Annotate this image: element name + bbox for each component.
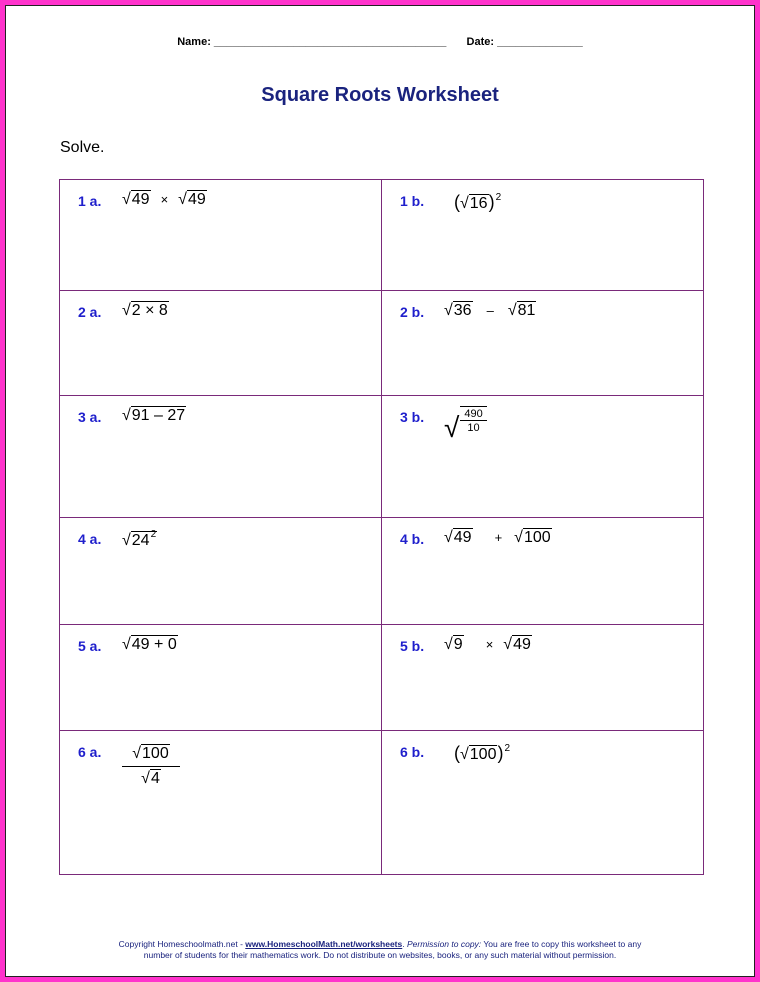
problem-6b[interactable]	[382, 731, 703, 874]
problem-3a[interactable]	[60, 396, 382, 518]
page-title: Square Roots Worksheet	[261, 84, 499, 106]
copyright-footer	[0, 939, 760, 961]
problem-label: 2 b.	[400, 304, 425, 320]
radical-sign: √	[141, 770, 150, 787]
name-date-line	[0, 36, 760, 48]
radical-sign: √	[444, 412, 460, 443]
radical-sign: √	[444, 529, 453, 546]
problem-label: 1 b.	[400, 193, 425, 209]
problem-grid	[59, 179, 704, 875]
radical-sign: √	[122, 636, 131, 653]
problem-label: 5 b.	[400, 638, 425, 654]
radical-sign: √	[122, 191, 131, 208]
instruction: Solve.	[60, 139, 105, 156]
radical-sign: √	[460, 195, 469, 212]
footer-line-2: number of students for their mathematics work. Do not distribute on websites, books, or any such material without permission.	[143, 950, 617, 960]
problem-expression: √9 × √49	[444, 636, 531, 653]
problem-5b[interactable]	[382, 625, 703, 731]
radical-sign: √	[503, 636, 513, 653]
radical-sign: √	[178, 191, 187, 208]
fraction: $\frac{490}{10}$	[460, 406, 486, 435]
problem-expression: $(√100)^2$	[454, 743, 511, 763]
problem-expression: √49 + 0	[122, 636, 177, 653]
problem-expression: √91 – 27	[122, 407, 186, 424]
radical-sign: √	[444, 302, 453, 319]
problem-label: 1 a.	[78, 193, 102, 209]
problem-label: 4 a.	[78, 531, 102, 547]
problem-1b[interactable]	[382, 180, 703, 291]
problem-label: 6 b.	[400, 744, 425, 760]
radical-sign: √	[122, 532, 131, 549]
problem-expression: √49 + √100	[444, 529, 551, 546]
problem-label: 2 a.	[78, 304, 102, 320]
website-link[interactable]: www.HomeschoolMath.net/worksheets	[245, 939, 403, 949]
problem-expression: √49 × √49	[122, 191, 206, 208]
problem-4b[interactable]	[382, 518, 703, 625]
name-label: Name:	[177, 36, 211, 48]
problem-1a[interactable]	[60, 180, 382, 291]
problem-label: 6 a.	[78, 744, 102, 760]
radical-sign: √	[122, 302, 131, 319]
radical-sign: √	[132, 745, 142, 762]
problem-2a[interactable]	[60, 291, 382, 396]
problem-label: 3 a.	[78, 409, 102, 425]
problem-expression: √2 × 8	[122, 302, 168, 319]
problem-label: 5 a.	[78, 638, 102, 654]
problem-4a[interactable]	[60, 518, 382, 625]
problem-expression: $√24^2$	[122, 529, 157, 549]
problem-6a[interactable]	[60, 731, 382, 874]
date-label: Date:	[466, 36, 495, 48]
problem-expression	[444, 406, 487, 444]
problem-label: 4 b.	[400, 531, 425, 547]
radical-sign: √	[122, 407, 131, 424]
radical-sign: √	[507, 302, 517, 319]
fraction: √100 √4	[122, 745, 180, 788]
radical-sign: √	[460, 746, 469, 763]
problem-5a[interactable]	[60, 625, 382, 731]
radical-sign: √	[444, 636, 453, 653]
problem-label: 3 b.	[400, 409, 425, 425]
name-blank[interactable]: ______________________________________	[213, 36, 447, 48]
footer-line-1: Copyright Homeschoolmath.net - www.HomeschoolMath.net/worksheets. Permission to copy: You are free to copy this worksheet to any	[118, 939, 642, 949]
problem-3b[interactable]	[382, 396, 703, 518]
problem-expression: $(√16)^2$	[454, 192, 502, 212]
radical-sign: √	[514, 529, 523, 546]
problem-expression: √36 – √81	[444, 302, 536, 319]
problem-2b[interactable]	[382, 291, 703, 396]
date-blank[interactable]: ______________	[497, 36, 583, 48]
